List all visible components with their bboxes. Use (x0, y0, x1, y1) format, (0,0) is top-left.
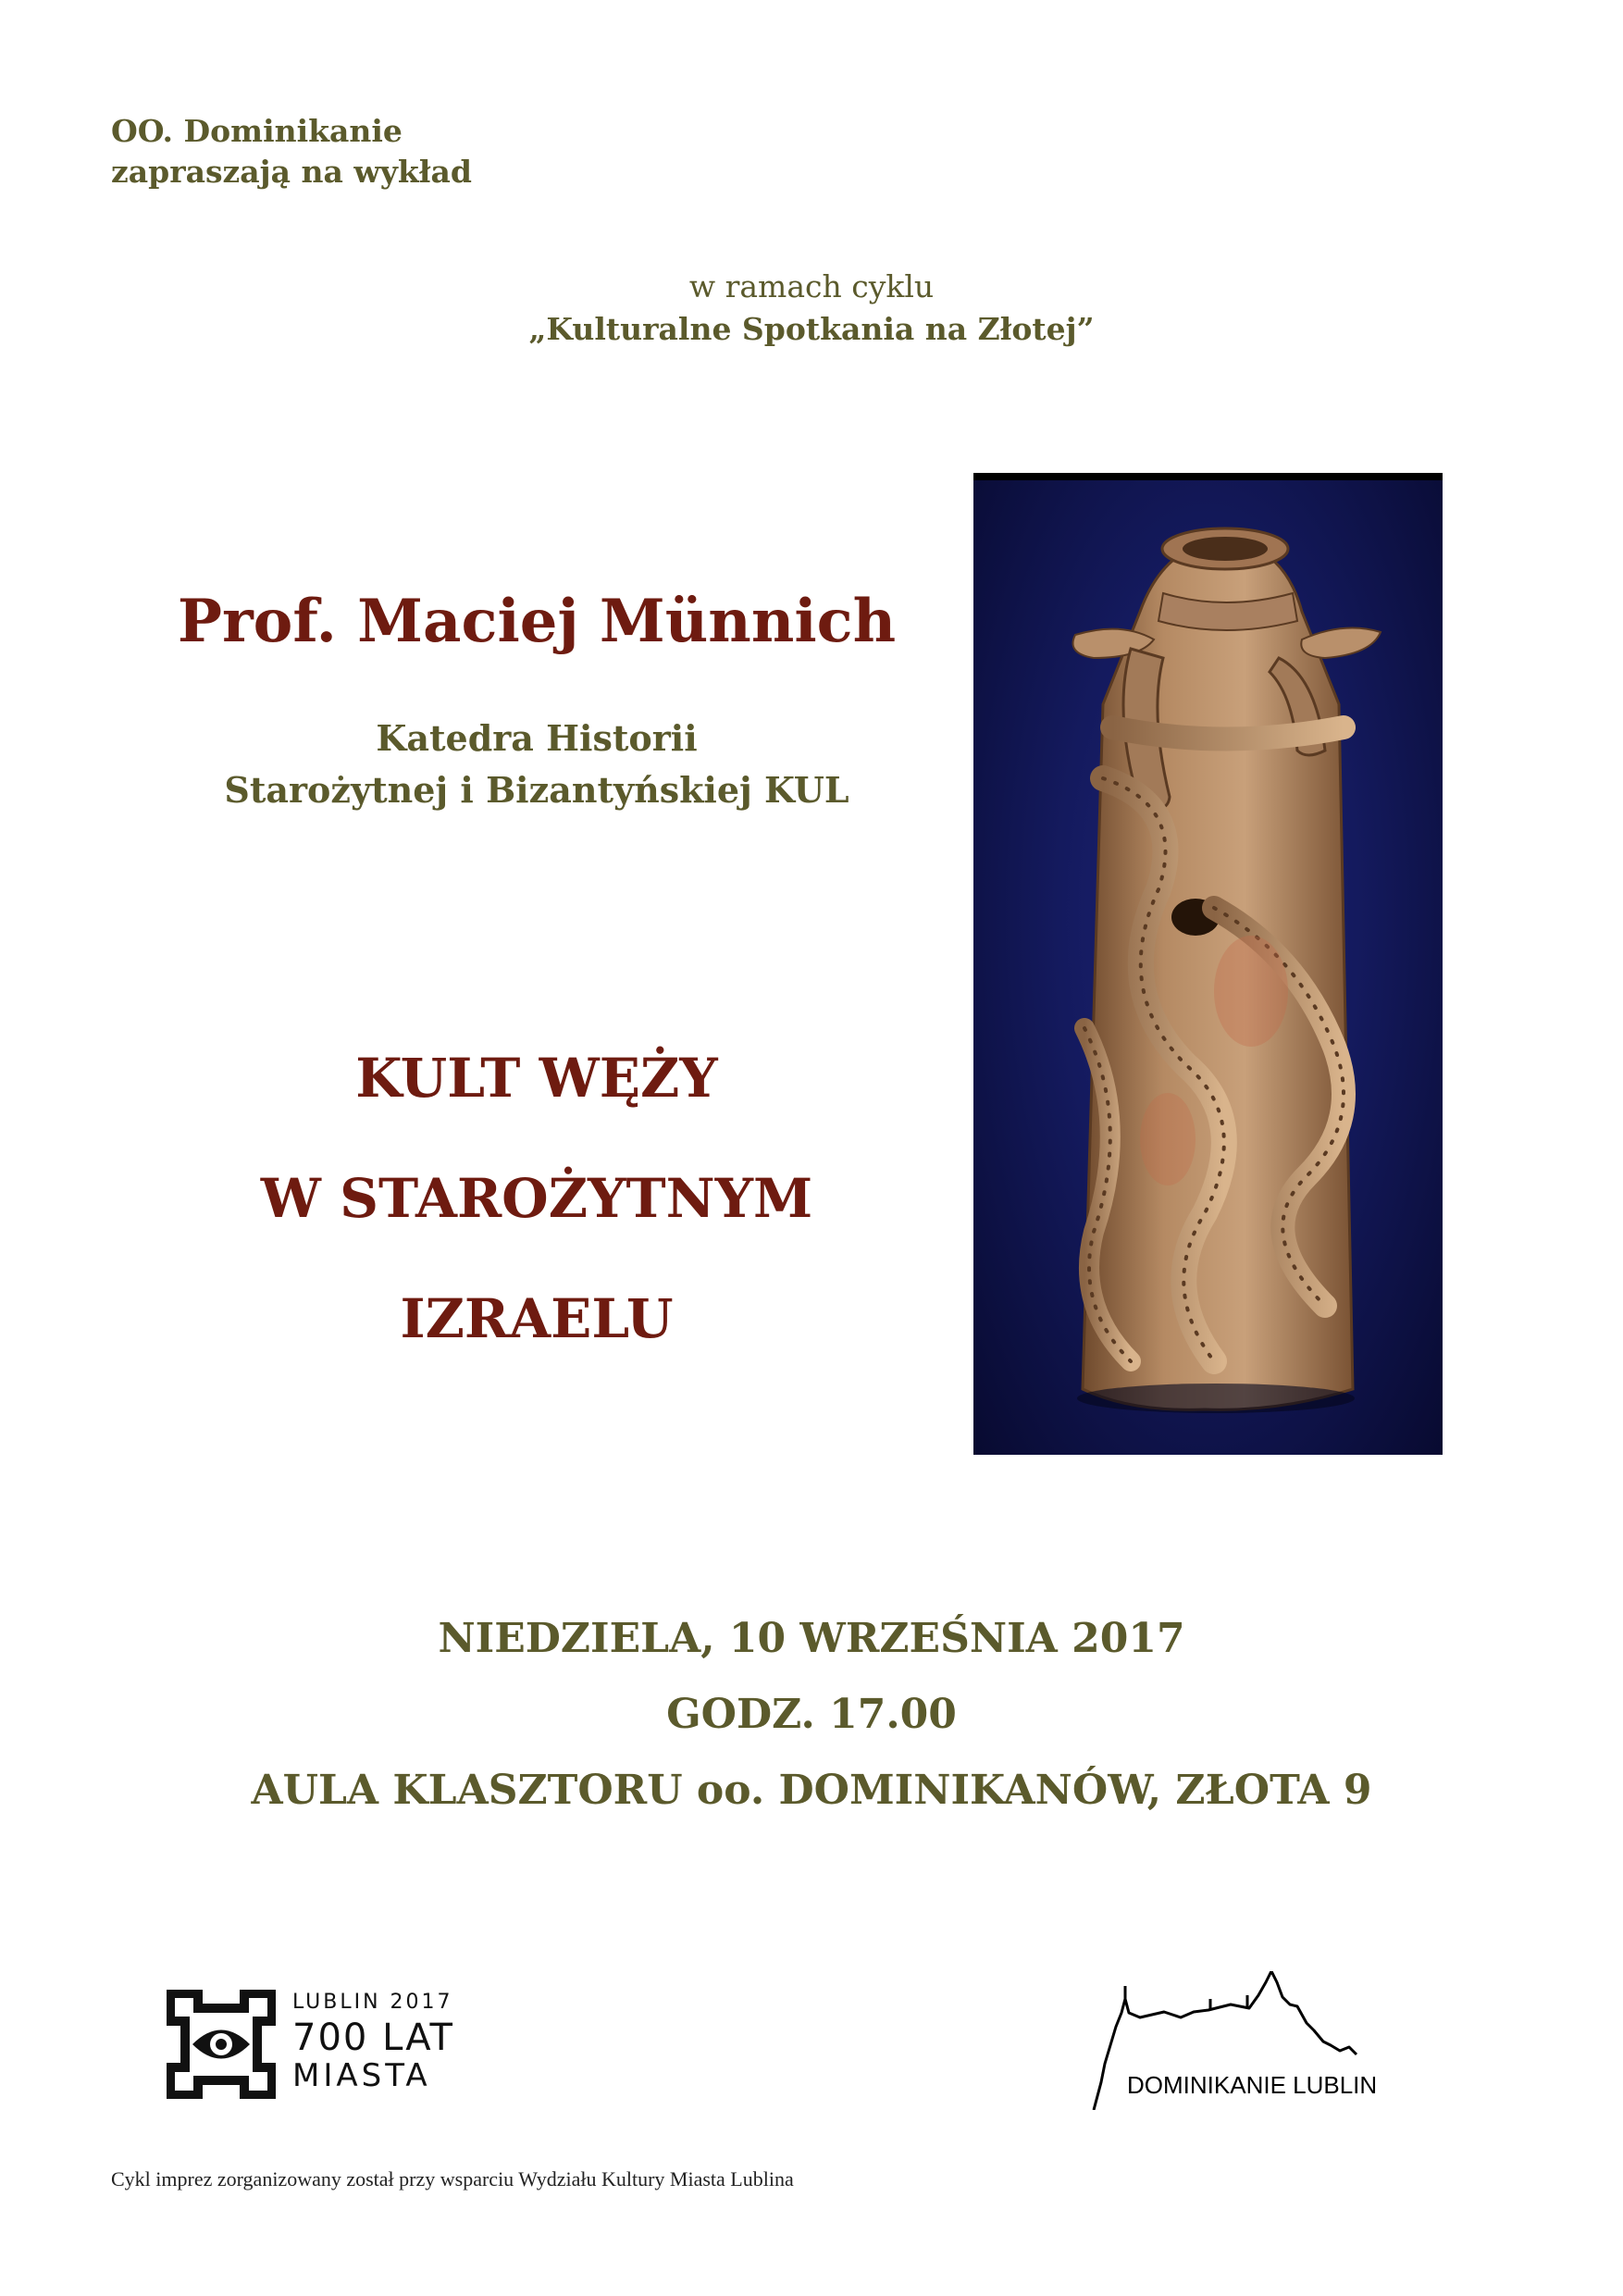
snake-vessel-photo (973, 473, 1443, 1455)
series-intro: w ramach cyklu (688, 268, 935, 304)
lublin-year: LUBLIN 2017 (292, 1991, 453, 2014)
dominikanie-label: DOMINIKANIE LUBLIN (1127, 2071, 1378, 2099)
lublin-miasta: MIASTA (292, 2057, 431, 2094)
event-info (0, 1601, 1623, 1829)
lecture-title-line-2: W STAROŻYTNYM (260, 1167, 813, 1230)
lecture-title (93, 1018, 981, 1379)
event-place: AULA KLASZTORU oo. DOMINIKANÓW, ZŁOTA 9 (251, 1767, 1372, 1814)
lublin-logo-text (292, 1988, 454, 2093)
dominikanie-lublin-logo (1092, 1971, 1443, 2110)
invitation-line-1: OO. Dominikanie (111, 113, 403, 149)
affiliation-line-2: Starożytnej i Bizantyńskiej KUL (224, 769, 849, 811)
lublin-700-lat: 700 LAT (292, 2017, 454, 2059)
series-block (0, 266, 1623, 351)
event-time: GODZ. 17.00 (666, 1691, 957, 1738)
affiliation-line-1: Katedra Historii (376, 717, 698, 759)
series-name: „Kulturalne Spotkania na Złotej” (528, 311, 1095, 347)
invitation-line-2: zapraszają na wykład (111, 154, 472, 190)
lecture-title-line-3: IZRAELU (400, 1287, 674, 1350)
event-date: NIEDZIELA, 10 WRZEŚNIA 2017 (438, 1615, 1185, 1662)
speaker-affiliation (111, 713, 962, 816)
lublin-eye-icon (167, 1990, 276, 2099)
invitation-header (111, 111, 472, 192)
lecture-title-line-1: KULT WĘŻY (355, 1047, 718, 1110)
speaker-name: Prof. Maciej Münnich (177, 587, 897, 656)
vessel-illustration (973, 473, 1443, 1455)
footer-sponsor-note: Cykl imprez zorganizowany został przy wsparciu Wydziału Kultury Miasta Lublina (111, 2167, 794, 2191)
lublin-700-logo (167, 1980, 472, 2101)
